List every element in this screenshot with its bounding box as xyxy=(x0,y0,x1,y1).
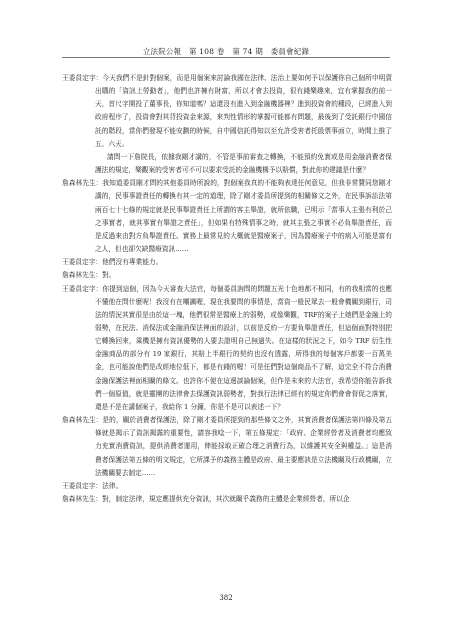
speaker-label: 詹森林先生： xyxy=(62,179,103,188)
transcript-paragraph xyxy=(62,493,392,506)
transcript-paragraph xyxy=(62,177,392,256)
paragraph-text: 他們沒有專業能力。 xyxy=(102,258,163,267)
transcript-paragraph xyxy=(62,283,392,415)
paragraph-text: 我知道委員剛才問的其他委員時所說的，對個案我真的不能夠表達任何意見，但我非常贊同您剛才講的，民事事證責任的轉換有其一定的道理，除了剛才委員所提到的相關條文之外，在民事訴訟法第兩百七十七條的規定就是民事舉證責任上所謂的客主舉證，就所依職，已明示「當事人主張有利於己之事實者，就其事實有舉證之責任」，但如果有特殊情事之時，就其主張之事實不必負舉證責任，而是反過來由對方負舉證責任。實務上最常見的大概就是醫療案子，因為醫療案子中的病人可能是富有之人，但也卻欠缺醫療資訊…… xyxy=(95,179,393,254)
page-header: 立法院公報 第 108 卷 第 74 期 委員會紀錄 xyxy=(142,47,310,56)
header-rule xyxy=(62,57,390,58)
paragraph-text: 請問一下詹院長，依據我剛才講的，不管是事前審查之轉換，不能預約免實或是用金融消費者保護法的規定，樂觀案的受害者可不可以要求受託的金融機構予以賠償，對此你的建議是什麼？ xyxy=(95,152,392,175)
transcript-paragraph xyxy=(62,414,392,480)
paragraph-text: 是的，關於消費者保護法，除了剛才委員所提到的那些條文之外，其實消費者保護法第四條及第五條就是揭示了資訊揭露的重要性，請容我唸一下，第五條規定：「政府、企業經營者及消費者均應致力充實消費資訊，提供消費者運用，俾能採取正確合理之消費行為，以維護其安全與權益。」這是消費者保護法第五條的明文規定，它所課予的義務主體是政府、最主要應該是立法機關及行政機關，立法機關要去制定…… xyxy=(95,416,393,477)
speaker-label: 王委員定宇： xyxy=(62,74,103,82)
paragraph-text: 對。 xyxy=(102,271,116,280)
speaker-label: 詹森林先生： xyxy=(62,495,103,503)
paragraph-text: 你提到這個，因為今天審查大法官，每個委員詢問的問題五光十色地都不相同，有的我相當的也應不懂他在問什麼呢！我沒有在嘲諷喔，現在我要問的事情是，當資一般民眾去一般會機關到銀行，司法的情況其實很是由於這一塊，他們很常是醫療上的弱勢，或像樂觀，TRF的案子上她們是金融上的弱勢，在民法、消保法或金融消保法裡面的設計，以前是反約一方要負舉證責任，但這個面對特別把它轉換回來，乘機是擁有資訊優勢的人要去證明自己無過失。在這樣的狀況之下，如今 TRF 衍生性金融商品的部分有 19 家銀行，其賠上半銀行的契約也沒有透露，所得我的每個客戶都要一百萬美金，也可能說他們是改經地位低下，都是有錢的喔！可是任們對這個商品不了解，這完全不符合消費金融保護法裡面相關的條文。也許你不便在這邊談論個案，但作是未來的大法官，我希望你能告訴我們一個原值，就是靈團的法律會去保護資訊弱勢者，對我行法律已經有的規定你們會會督促之落實，還是不是在講個案子，我給你 1 分鐘，你是不是可以表述一下？ xyxy=(95,284,393,411)
transcript-paragraph xyxy=(62,151,392,177)
speaker-label: 詹森林先生： xyxy=(62,416,103,425)
page-number: 382 xyxy=(219,594,233,602)
speaker-label: 詹森林先生： xyxy=(62,271,103,280)
paragraph-text: 對，制定法律，規定應提供充分資訊，其次就關乎義務的主體是企業經營者，所以企 xyxy=(102,495,350,503)
paragraph-text: 今天我們不是針對個案，而是用個案來討論我國在法律、法治上要如何予以保護你自己個所申明賣出購的「資訊上勞動者」，他們也許擁有財富，所以才會去投資，很有錢樂趣來，宜有掌握我的前一天，首尺字開投了董事長，你知道嗎？這還沒有進入到金融機器裡？進到投資會的種段，已經進入到政府程序了，投資會對其背投資金來源，來判性情形的掌握可能都有問題，最後到了受託銀行中國信託的階段，當你們發現不能安劃的時候，自中國信託得知以至允許受害者托股票事面立，時間上推了五、六天。 xyxy=(95,74,393,148)
paragraph-text: 法律。 xyxy=(102,481,123,490)
transcript-paragraph xyxy=(62,269,392,282)
speaker-label: 王委員定宇： xyxy=(62,481,103,490)
speaker-label: 王委員定宇： xyxy=(62,284,103,293)
transcript-paragraph xyxy=(62,72,392,151)
speaker-label: 王委員定宇： xyxy=(62,258,103,267)
transcript-body xyxy=(62,72,392,506)
transcript-paragraph xyxy=(62,256,392,269)
transcript-paragraph xyxy=(62,480,392,493)
